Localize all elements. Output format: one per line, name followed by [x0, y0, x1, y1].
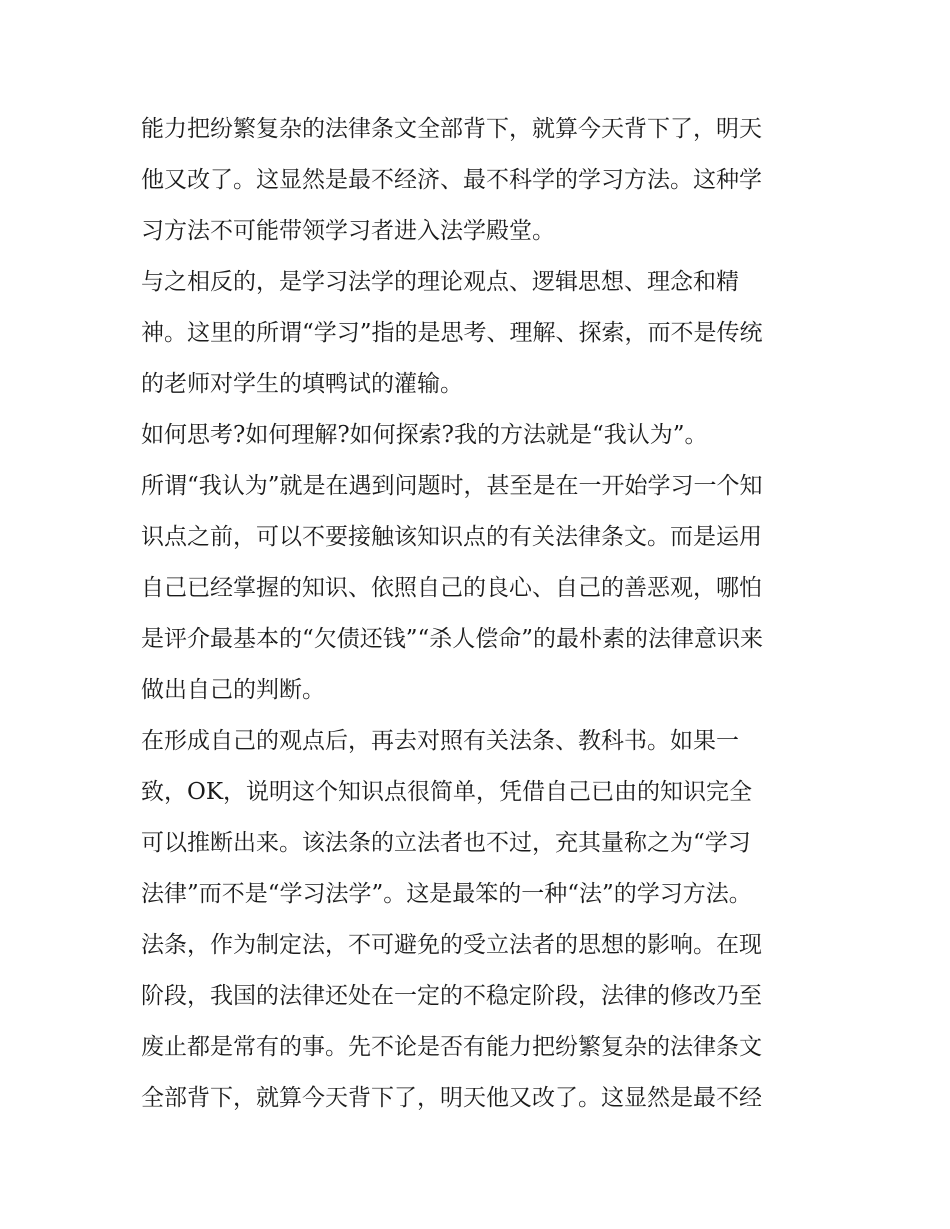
body-text [141, 104, 821, 1124]
text-line: 阶段，我国的法律还处在一定的不稳定阶段，法律的修改乃至 [141, 983, 762, 1009]
text-line: 习方法不可能带领学习者进入法学殿堂。 [141, 218, 555, 244]
text-line: 如何思考?如何理解?如何探索?我的方法就是“我认为”。 [141, 422, 708, 448]
text-line: 所谓“我认为”就是在遇到问题时，甚至是在一开始学习一个知 [141, 473, 763, 499]
text-line: 全部背下，就算今天背下了，明天他又改了。这显然是最不经 [141, 1085, 762, 1111]
text-line: 他又改了。这显然是最不经济、最不科学的学习方法。这种学 [141, 167, 762, 193]
text-line: 的老师对学生的填鸭试的灌输。 [141, 371, 463, 397]
text-line: 自己已经掌握的知识、依照自己的良心、自己的善恶观，哪怕 [141, 575, 762, 601]
text-line: 可以推断出来。该法条的立法者也不过，充其量称之为“学习 [141, 830, 751, 856]
text-line: 废止都是常有的事。先不论是否有能力把纷繁复杂的法律条文 [141, 1034, 762, 1060]
text-line: 能力把纷繁复杂的法律条文全部背下，就算今天背下了，明天 [141, 116, 762, 142]
text-line: 与之相反的，是学习法学的理论观点、逻辑思想、理念和精 [141, 269, 739, 295]
text-line: 做出自己的判断。 [141, 677, 325, 703]
text-line: 识点之前，可以不要接触该知识点的有关法律条文。而是运用 [141, 524, 762, 550]
text-line: 在形成自己的观点后，再去对照有关法条、教科书。如果一 [141, 728, 739, 754]
text-line: 是评介最基本的“欠债还钱”“杀人偿命”的最朴素的法律意识来 [141, 626, 764, 652]
text-line: 致，OK，说明这个知识点很简单，凭借自己已由的知识完全 [141, 779, 753, 805]
text-line: 法律”而不是“学习法学”。这是最笨的一种“法”的学习方法。 [141, 881, 752, 907]
text-line: 法条，作为制定法，不可避免的受立法者的思想的影响。在现 [141, 932, 762, 958]
text-line: 神。这里的所谓“学习”指的是思考、理解、探索，而不是传统 [141, 320, 763, 346]
